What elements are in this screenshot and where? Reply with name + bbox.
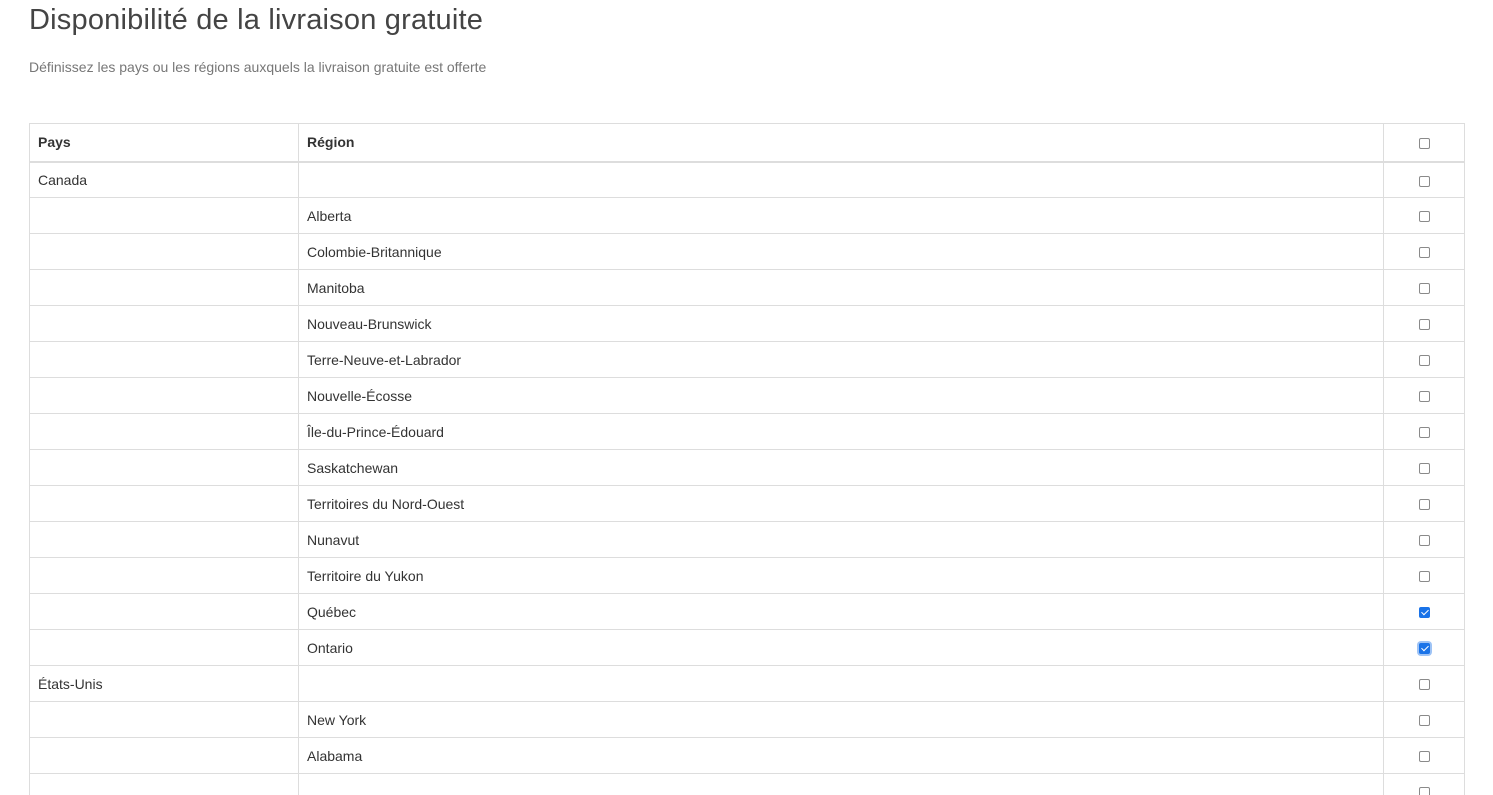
region-cell: Saskatchewan: [299, 450, 1384, 486]
region-cell: Ontario: [299, 630, 1384, 666]
table-row: [30, 450, 1465, 486]
table-row: [30, 738, 1465, 774]
row-checkbox[interactable]: [1419, 535, 1430, 546]
row-checkbox[interactable]: [1419, 176, 1430, 187]
country-cell: [30, 486, 299, 522]
table-row: [30, 198, 1465, 234]
country-cell: États-Unis: [30, 666, 299, 702]
region-cell: [299, 162, 1384, 198]
table-header: [30, 124, 1465, 162]
table-row: [30, 342, 1465, 378]
country-cell: [30, 378, 299, 414]
region-cell: Nunavut: [299, 522, 1384, 558]
country-cell: [30, 342, 299, 378]
page-title: Disponibilité de la livraison gratuite: [29, 4, 484, 36]
table-row: [30, 234, 1465, 270]
table-row: [30, 306, 1465, 342]
region-cell: [299, 774, 1384, 795]
checkbox-cell: [1384, 414, 1465, 450]
row-checkbox[interactable]: [1419, 391, 1430, 402]
region-cell: Manitoba: [299, 270, 1384, 306]
country-cell: [30, 306, 299, 342]
country-cell: [30, 522, 299, 558]
table-row: [30, 522, 1465, 558]
checkbox-cell: [1384, 306, 1465, 342]
table-row: [30, 702, 1465, 738]
checkbox-cell: [1384, 558, 1465, 594]
row-checkbox[interactable]: [1419, 211, 1430, 222]
row-checkbox[interactable]: [1419, 751, 1430, 762]
region-cell: Colombie-Britannique: [299, 234, 1384, 270]
checkbox-cell: [1384, 198, 1465, 234]
table-body: [30, 162, 1465, 795]
table-row: [30, 270, 1465, 306]
region-cell: [299, 666, 1384, 702]
page-subtitle: Définissez les pays ou les régions auxquels la livraison gratuite est offerte: [29, 59, 487, 75]
checkbox-cell: [1384, 342, 1465, 378]
country-cell: [30, 558, 299, 594]
region-cell: Territoire du Yukon: [299, 558, 1384, 594]
shipping-regions-table: [29, 123, 1465, 795]
row-checkbox[interactable]: [1419, 247, 1430, 258]
table-row: [30, 486, 1465, 522]
table-row: [30, 414, 1465, 450]
country-cell: [30, 594, 299, 630]
row-checkbox[interactable]: [1419, 355, 1430, 366]
row-checkbox[interactable]: [1419, 715, 1430, 726]
row-checkbox[interactable]: [1419, 607, 1430, 618]
row-checkbox[interactable]: [1419, 499, 1430, 510]
row-checkbox[interactable]: [1419, 679, 1430, 690]
table-row: [30, 594, 1465, 630]
country-cell: [30, 450, 299, 486]
country-cell: [30, 738, 299, 774]
region-cell: Nouveau-Brunswick: [299, 306, 1384, 342]
checkbox-cell: [1384, 450, 1465, 486]
checkbox-cell: [1384, 594, 1465, 630]
table-header-row: [30, 124, 1465, 162]
region-cell: Île-du-Prince-Édouard: [299, 414, 1384, 450]
region-cell: New York: [299, 702, 1384, 738]
country-cell: [30, 414, 299, 450]
checkbox-cell: [1384, 666, 1465, 702]
select-all-checkbox[interactable]: [1419, 138, 1430, 149]
row-checkbox[interactable]: [1419, 787, 1430, 795]
region-cell: Québec: [299, 594, 1384, 630]
row-checkbox[interactable]: [1419, 643, 1430, 654]
checkbox-cell: [1384, 270, 1465, 306]
column-header-region: Région: [299, 124, 1384, 162]
checkbox-cell: [1384, 738, 1465, 774]
table-row: [30, 558, 1465, 594]
checkbox-cell: [1384, 522, 1465, 558]
checkbox-cell: [1384, 378, 1465, 414]
column-header-country: Pays: [30, 124, 299, 162]
country-cell: [30, 630, 299, 666]
region-cell: Terre-Neuve-et-Labrador: [299, 342, 1384, 378]
table-row: [30, 630, 1465, 666]
country-cell: [30, 774, 299, 795]
country-cell: Canada: [30, 162, 299, 198]
country-cell: [30, 234, 299, 270]
checkbox-cell: [1384, 702, 1465, 738]
table-row: [30, 666, 1465, 702]
table-row: [30, 378, 1465, 414]
row-checkbox[interactable]: [1419, 571, 1430, 582]
table-row: [30, 774, 1465, 795]
checkbox-cell: [1384, 234, 1465, 270]
country-cell: [30, 270, 299, 306]
checkbox-cell: [1384, 162, 1465, 198]
region-cell: Alberta: [299, 198, 1384, 234]
country-cell: [30, 198, 299, 234]
column-header-select: [1384, 124, 1465, 162]
row-checkbox[interactable]: [1419, 319, 1430, 330]
row-checkbox[interactable]: [1419, 283, 1430, 294]
region-cell: Territoires du Nord-Ouest: [299, 486, 1384, 522]
country-cell: [30, 702, 299, 738]
row-checkbox[interactable]: [1419, 463, 1430, 474]
row-checkbox[interactable]: [1419, 427, 1430, 438]
region-cell: Nouvelle-Écosse: [299, 378, 1384, 414]
checkbox-cell: [1384, 486, 1465, 522]
region-cell: Alabama: [299, 738, 1384, 774]
table-row: [30, 162, 1465, 198]
checkbox-cell: [1384, 630, 1465, 666]
checkbox-cell: [1384, 774, 1465, 795]
